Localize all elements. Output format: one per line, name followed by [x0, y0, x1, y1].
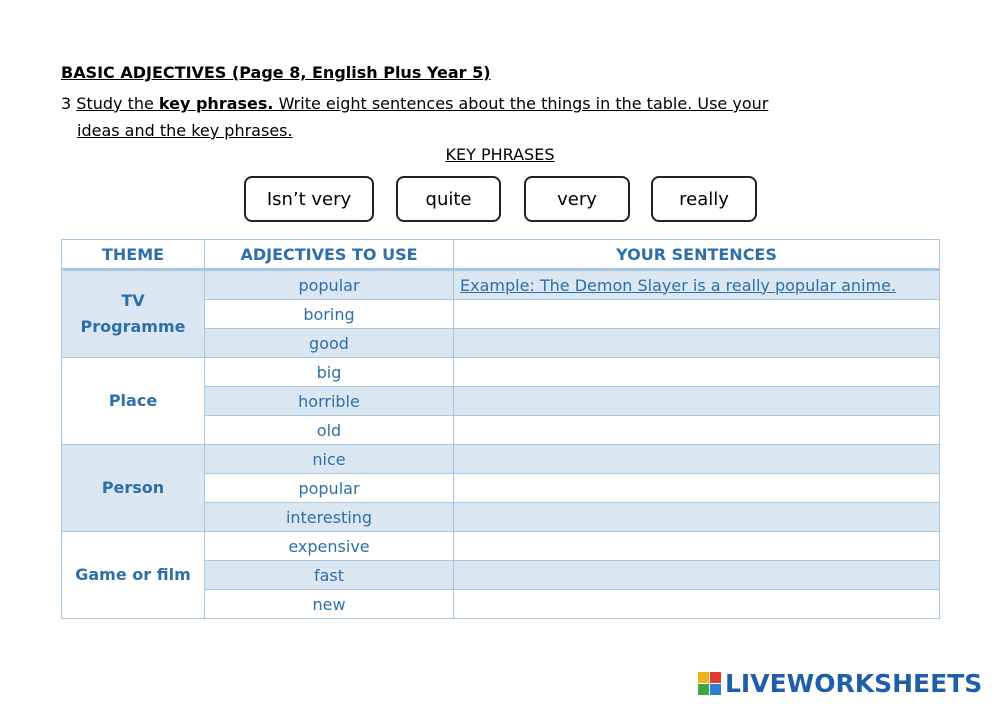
header-adjectives: ADJECTIVES TO USE: [205, 240, 454, 270]
key-phrase-really[interactable]: really: [651, 176, 757, 222]
logo-square-icon: [698, 684, 709, 695]
sentence-input-cell[interactable]: [454, 300, 940, 329]
sentence-input-cell[interactable]: [454, 532, 940, 561]
key-phrase-isnt-very[interactable]: Isn’t very: [244, 176, 374, 222]
logo-text: LIVEWORKSHEETS: [725, 669, 983, 698]
adjective-cell: big: [205, 358, 454, 387]
adjective-cell: old: [205, 416, 454, 445]
sentence-input-cell[interactable]: [454, 387, 940, 416]
key-phrase-very[interactable]: very: [524, 176, 630, 222]
example-sentence: Example: The Demon Slayer is a really popular anime.: [460, 275, 897, 295]
liveworksheets-logo: [698, 669, 982, 698]
header-sentences: YOUR SENTENCES: [454, 240, 940, 270]
table-row: [62, 532, 940, 561]
adjectives-table: [61, 239, 940, 619]
sentence-input-cell[interactable]: [454, 358, 940, 387]
key-phrase-quite[interactable]: quite: [396, 176, 501, 222]
adjective-cell: new: [205, 590, 454, 619]
instruction-number: 3: [61, 94, 72, 113]
adjective-cell: good: [205, 329, 454, 358]
sentence-input-cell[interactable]: [454, 474, 940, 503]
logo-icon: [698, 672, 721, 695]
sentence-cell-example: [454, 270, 940, 300]
adjective-cell: fast: [205, 561, 454, 590]
logo-square-icon: [710, 672, 721, 683]
table-row: [62, 270, 940, 300]
instruction-text: Study the key phrases. Write eight sentences about the things in the table. Use your: [76, 94, 769, 113]
worksheet-title: BASIC ADJECTIVES (Page 8, English Plus Year 5): [61, 63, 491, 82]
adjective-cell: nice: [205, 445, 454, 474]
table-header-row: [62, 240, 940, 270]
sentence-input-cell[interactable]: [454, 561, 940, 590]
table-row: [62, 358, 940, 387]
adjective-cell: boring: [205, 300, 454, 329]
instruction: [61, 90, 841, 144]
theme-cell-person: Person: [62, 445, 205, 532]
theme-cell-game-or-film: Game or film: [62, 532, 205, 619]
sentence-input-cell[interactable]: [454, 416, 940, 445]
logo-square-icon: [710, 684, 721, 695]
adjective-cell: popular: [205, 270, 454, 300]
sentence-input-cell[interactable]: [454, 503, 940, 532]
table-row: [62, 445, 940, 474]
instruction-line2: ideas and the key phrases.: [77, 121, 293, 140]
adjective-cell: horrible: [205, 387, 454, 416]
sentence-input-cell[interactable]: [454, 590, 940, 619]
adjective-cell: expensive: [205, 532, 454, 561]
adjective-cell: popular: [205, 474, 454, 503]
header-theme: THEME: [62, 240, 205, 270]
adjective-cell: interesting: [205, 503, 454, 532]
key-phrases-heading: KEY PHRASES: [445, 145, 555, 164]
theme-cell-tv-programme: TV Programme: [62, 270, 205, 358]
sentence-input-cell[interactable]: [454, 445, 940, 474]
logo-square-icon: [698, 672, 709, 683]
sentence-input-cell[interactable]: [454, 329, 940, 358]
theme-cell-place: Place: [62, 358, 205, 445]
